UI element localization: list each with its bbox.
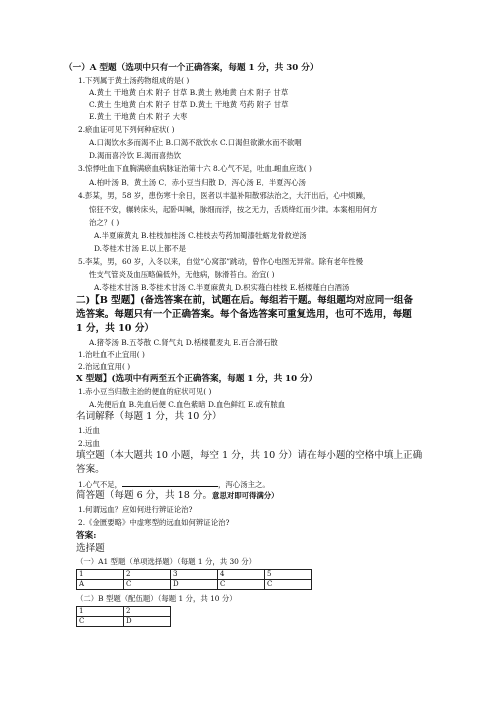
question-1-options-cd: C.黄土 生地黄 白术 附子 甘草 D.黄土 干地黄 芍药 附子 甘草 [89, 100, 289, 109]
section-x-title: X 型题】(选项中有两至五个正确答案，每题 1 分，共 10 分） [76, 374, 318, 384]
fill-question-1-after: ，泻心汤主之。 [218, 480, 270, 489]
short-answer-title-text: 简答题（每题 6 分，共 18 分。 [76, 490, 213, 501]
table-cell: 1 [77, 607, 124, 617]
table-cell: C [124, 580, 171, 590]
question-3-stem: 3.惊悸吐血下血胸满瘀血病脉证治第十六 8.心气不足，吐血.衄血应选( ) [78, 164, 312, 173]
question-1-options-ab: A.黄土 干地黄 白术 附子 甘草 B.黄土 熟地黄 白术 附子 甘草 [89, 88, 289, 97]
answer-section-a-title: （一）A1 型题（单项选择题）（每题 1 分，共 30 分） [76, 557, 257, 566]
table-cell: D [124, 617, 171, 627]
short-answer-question-2: 2.《金匮要略》中虚寒型的远血如何辨证论治? [78, 518, 230, 527]
answer-table-a [76, 569, 312, 590]
fill-blank [122, 479, 218, 487]
short-answer-title-note: 意思对即可得满分） [212, 491, 279, 500]
question-4-options-abc: A.半夏麻黄丸 B.桂枝加桂汤 C.桂枝去芍药加蜀漆牡蛎龙骨救逆汤 [94, 231, 307, 240]
question-4-options-de: D.苓桂术甘汤 E.以上都不是 [94, 244, 187, 253]
section-x-options: A.先便后血 B.先血后便 C.血色紫暗 D.血色鲜红 E.或有脓血 [89, 400, 286, 409]
answer-section-b-title: （二）B 型题（配伍题）（每题 1 分，共 10 分） [76, 594, 237, 603]
terms-title: 名词解释（每题 1 分，共 10 分） [76, 411, 222, 422]
section-a-title: （一）A 型题（选项中只有一个正确答案，每题 1 分，共 30 分） [64, 63, 319, 73]
table-cell: D [171, 580, 218, 590]
short-answer-title [76, 490, 279, 502]
short-answer-question-1: 1.何谓远血？应如何进行辨证论治? [78, 505, 193, 514]
question-3-options: A.柏叶汤 B．黄土汤 C．赤小豆当归散 D．泻心汤 E．半夏泻心汤 [89, 178, 306, 187]
section-b-title-line-2: 选答案。每题只有一个正确答案。每个备选答案可重复选用，也可不选用，每题 [76, 309, 412, 320]
question-2-stem: 2.瘀血证可见下列何种症状( ) [78, 125, 175, 134]
table-row [77, 617, 171, 627]
fill-title-line-2: 答案。 [76, 464, 105, 475]
question-1-stem: 1.下列属于黄土汤药物组成的是( ) [78, 76, 190, 85]
table-cell: C [77, 617, 124, 627]
question-5-line-1: 5.李某，男，60 岁，入冬以来，自觉“心窝部”跳动，曾作心电图无异常。除有老年性慢 [78, 257, 364, 266]
question-5-line-2: 性支气管炎及血压略偏低外，无他病，脉滑苔白。治宜( ) [89, 270, 275, 279]
terms-question-2: 2.远血 [78, 439, 100, 448]
table-cell: 1 [77, 570, 124, 580]
table-cell: 5 [265, 570, 312, 580]
question-5-options: A.苓桂术甘汤 B.苓桂术甘汤 C.半夏麻黄丸 D.枳实薤白桂枝 E.栝楼薤白白酒汤 [94, 283, 350, 292]
section-b-question-2: 2.治远血宜用( ) [78, 362, 131, 371]
table-cell: 4 [218, 570, 265, 580]
fill-title-line-1: 填空题（本大题共 10 小题，每空 1 分，共 10 分）请在每小题的空格中填上正确 [76, 450, 423, 461]
question-4-line-3: 治之？( ) [89, 218, 120, 227]
choice-label: 选择题 [76, 543, 105, 554]
section-b-question-1: 1.治吐血不止宜用( ) [78, 350, 145, 359]
section-b-title-line-1: 二)【B 型题】(备选答案在前，试题在后。每组若干题。每组题均对应同一组备 [76, 295, 414, 306]
fill-question-1 [78, 479, 270, 489]
fill-question-1-before: 1.心气不足， [78, 480, 123, 489]
table-row [77, 607, 171, 617]
question-4-line-2: 惊狂不安，辗转床头，起卧叫喊，脉细而浮，按之无力，舌质绛红而少津。本案相用何方 [89, 205, 378, 214]
table-cell: A [77, 580, 124, 590]
table-cell: 2 [124, 607, 171, 617]
table-row [77, 580, 312, 590]
table-row [77, 570, 312, 580]
section-b-answer-options: A.猪苓汤 B.五苓散 C.肾气丸 D.栝楼瞿麦丸 E.百合滑石散 [89, 338, 278, 347]
table-cell: C [265, 580, 312, 590]
answer-table-b [76, 606, 171, 627]
question-4-line-1: 4.彭某，男，58 岁，患伤寒十余日，医者以丰温补阳散邪法治之，大汗出后，心中烦躁， [78, 191, 371, 200]
question-1-option-e: E.黄土 干地黄 白术 附子 大枣 [89, 112, 188, 121]
answers-label: 答案: [76, 531, 97, 541]
question-2-options-abc: A.口渴饮水多而渴不止 B.口渴不欲饮水 C.口渴但欲漱水而不欲咽 [89, 138, 302, 147]
question-2-options-de: D.渴而喜冷饮 E.渴而喜热饮 [89, 151, 182, 160]
section-x-question-1: 1.赤小豆当归散主治的便血的症状可见( ) [78, 387, 212, 396]
table-cell: C [218, 580, 265, 590]
terms-question-1: 1.近血 [78, 426, 100, 435]
table-cell: 2 [124, 570, 171, 580]
section-b-title-line-3: 1 分，共 10 分） [76, 323, 155, 334]
table-cell: 3 [171, 570, 218, 580]
